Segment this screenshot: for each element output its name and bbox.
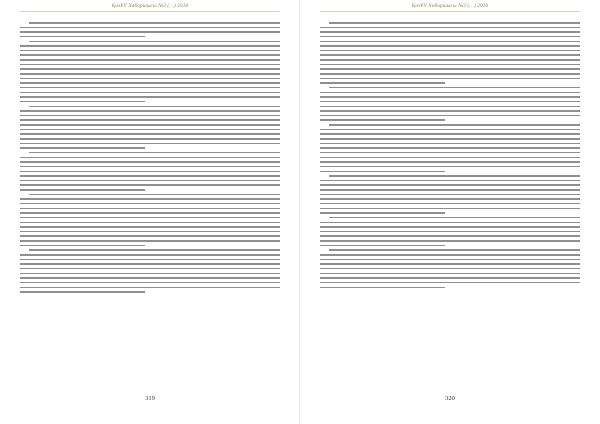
text-line <box>20 78 280 80</box>
text-line <box>320 287 445 289</box>
text-line <box>20 254 280 256</box>
text-line <box>320 226 580 228</box>
text-line <box>20 212 280 214</box>
text-line <box>320 259 580 261</box>
text-line <box>20 36 145 38</box>
text-line <box>329 22 580 24</box>
text-line <box>20 184 280 186</box>
text-line <box>320 235 580 237</box>
text-line <box>320 208 580 210</box>
text-line <box>20 282 280 284</box>
text-line <box>320 161 580 163</box>
text-line <box>20 240 280 242</box>
text-line <box>20 263 280 265</box>
text-line <box>20 175 280 177</box>
text-line <box>320 110 580 112</box>
text-line <box>320 36 580 38</box>
text-line <box>20 143 280 145</box>
text-line <box>20 96 280 98</box>
text-line <box>20 59 280 61</box>
text-line <box>320 198 580 200</box>
text-line <box>20 31 280 33</box>
text-line <box>20 138 280 140</box>
text-line <box>20 101 145 103</box>
text-line <box>20 291 145 293</box>
text-line <box>320 129 580 131</box>
text-line <box>20 110 280 112</box>
text-line <box>20 226 280 228</box>
text-line <box>329 124 580 126</box>
text-line <box>29 22 280 24</box>
text-line <box>20 50 280 52</box>
text-line <box>29 194 280 196</box>
text-line <box>20 222 280 224</box>
text-line <box>320 245 445 247</box>
text-line <box>29 152 280 154</box>
text-line <box>329 87 580 89</box>
text-line <box>320 240 580 242</box>
text-line <box>20 235 280 237</box>
text-line <box>320 157 580 159</box>
page-number-left: 319 <box>145 395 155 402</box>
text-line <box>320 184 580 186</box>
page-number-right: 320 <box>445 395 455 402</box>
text-line <box>320 96 580 98</box>
text-line <box>320 64 580 66</box>
text-line <box>20 287 280 289</box>
text-line <box>320 119 445 121</box>
running-header-left: ҚазҰУ Хабаршысы №3 (…) 2016 <box>20 3 280 12</box>
text-line <box>20 115 280 117</box>
text-line <box>320 54 580 56</box>
right-text-column <box>320 22 580 384</box>
text-line <box>20 166 280 168</box>
text-line <box>20 161 280 163</box>
text-line <box>20 277 280 279</box>
text-line <box>320 92 580 94</box>
text-line <box>320 180 580 182</box>
text-line <box>320 166 580 168</box>
text-line <box>320 73 580 75</box>
text-line <box>320 115 580 117</box>
text-line <box>329 217 580 219</box>
text-line <box>20 217 280 219</box>
text-line <box>320 212 445 214</box>
text-line <box>320 171 445 173</box>
text-line <box>20 157 280 159</box>
text-line <box>320 152 580 154</box>
text-line <box>20 245 145 247</box>
text-line <box>20 82 280 84</box>
text-line <box>20 73 280 75</box>
text-line <box>320 143 580 145</box>
text-line <box>320 263 580 265</box>
text-line <box>320 41 580 43</box>
text-line <box>320 82 445 84</box>
text-line <box>320 133 580 135</box>
text-line <box>320 273 580 275</box>
text-line <box>20 124 280 126</box>
text-line <box>320 203 580 205</box>
text-line <box>29 106 280 108</box>
text-line <box>320 189 580 191</box>
text-line <box>320 254 580 256</box>
text-line <box>20 198 280 200</box>
right-page <box>300 0 600 424</box>
text-line <box>20 68 280 70</box>
text-line <box>20 259 280 261</box>
text-line <box>329 175 580 177</box>
text-line <box>20 180 280 182</box>
text-line <box>20 231 280 233</box>
text-line <box>20 92 280 94</box>
text-line <box>320 31 580 33</box>
text-line <box>320 222 580 224</box>
text-line <box>20 129 280 131</box>
text-line <box>29 249 280 251</box>
text-line <box>320 138 580 140</box>
text-line <box>320 282 580 284</box>
text-line <box>20 147 145 149</box>
text-line <box>320 231 580 233</box>
text-line <box>320 45 580 47</box>
running-header-right: ҚазҰУ Хабаршысы №3 (…) 2016 <box>320 3 580 12</box>
text-line <box>320 59 580 61</box>
text-line <box>320 147 580 149</box>
text-line <box>20 189 145 191</box>
text-line <box>20 273 280 275</box>
text-line <box>320 194 580 196</box>
text-line <box>320 101 580 103</box>
text-line <box>20 54 280 56</box>
text-line <box>320 27 580 29</box>
text-line <box>20 119 280 121</box>
text-line <box>20 133 280 135</box>
text-line <box>29 41 280 43</box>
text-line <box>320 78 580 80</box>
text-line <box>20 208 280 210</box>
text-line <box>320 50 580 52</box>
text-line <box>329 249 580 251</box>
text-line <box>320 268 580 270</box>
text-line <box>20 268 280 270</box>
text-line <box>20 64 280 66</box>
text-line <box>20 27 280 29</box>
text-line <box>320 106 580 108</box>
left-text-column <box>20 22 280 384</box>
text-line <box>320 277 580 279</box>
text-line <box>20 87 280 89</box>
text-line <box>20 45 280 47</box>
text-line <box>20 171 280 173</box>
text-line <box>20 203 280 205</box>
text-line <box>320 68 580 70</box>
